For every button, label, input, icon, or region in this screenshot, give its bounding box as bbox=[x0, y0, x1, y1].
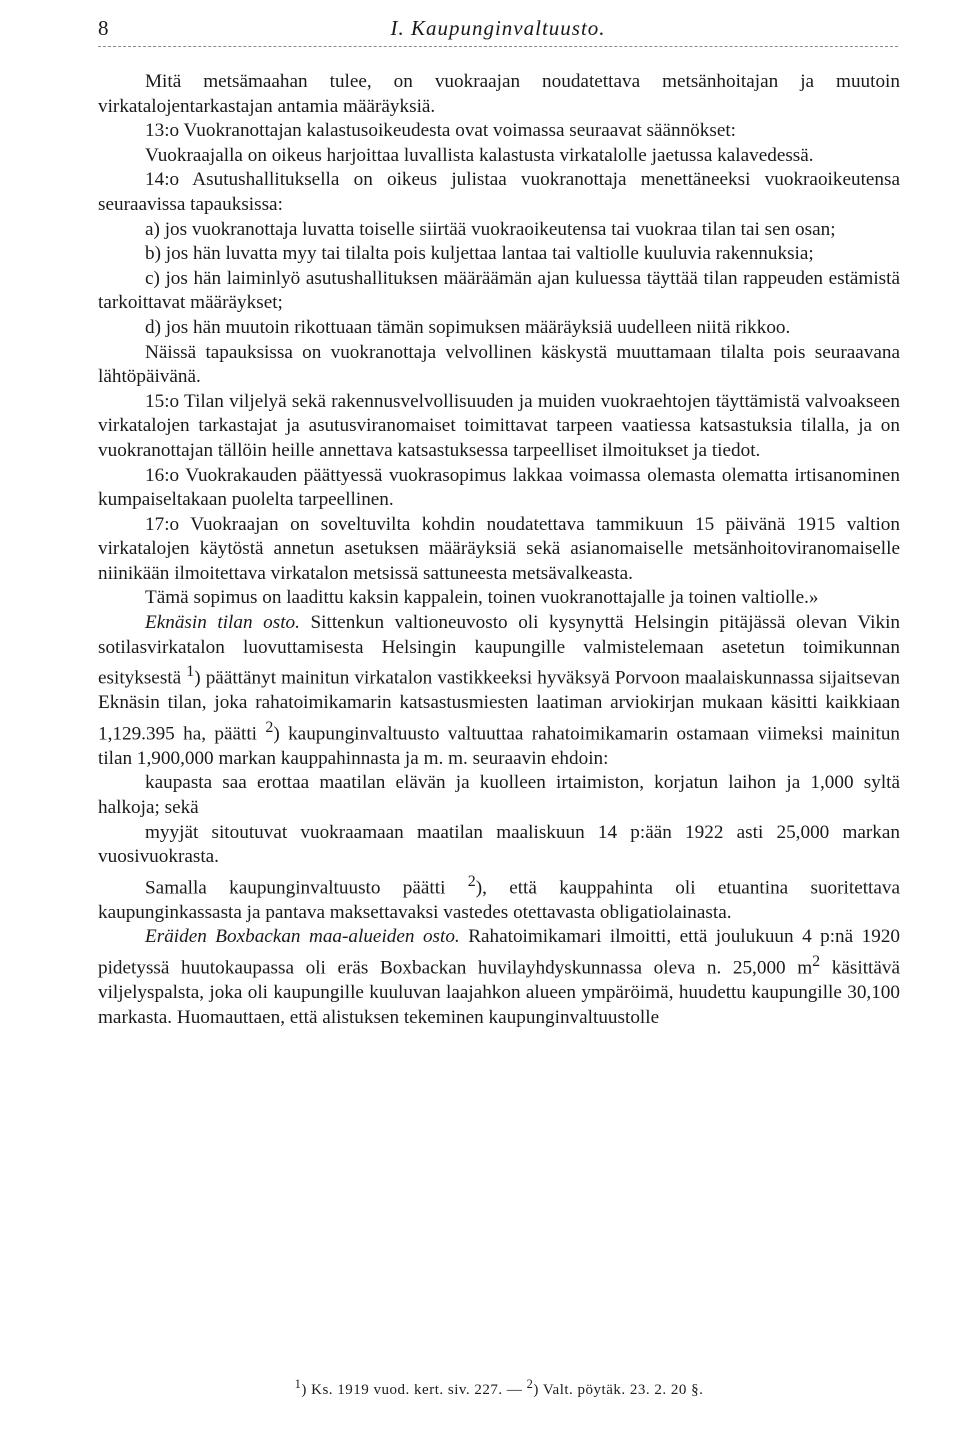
header-rule bbox=[98, 46, 898, 47]
page-number: 8 bbox=[98, 16, 109, 40]
paragraph: Vuokraajalla on oikeus harjoittaa luvallista kalastusta virkatalolle jaetussa kalavedessä. bbox=[145, 144, 814, 166]
paragraph: Mitä metsämaahan tulee, on vuokraajan noudatettava metsänhoitajan ja muutoin virkatalojentarkastajan antamia määräyksiä. bbox=[98, 71, 900, 117]
body-text bbox=[98, 70, 900, 1030]
paragraph: 16:o Vuokrakauden päättyessä vuokrasopimus lakkaa voimassa olemasta olematta irtisanominen kumpaiseltakaan puolelta tarpeellinen. bbox=[98, 464, 900, 511]
footnote-mark: 2 bbox=[526, 1377, 534, 1391]
footnote-ref: 2 bbox=[467, 872, 476, 890]
paragraph: 15:o Tilan viljelyä sekä rakennusvelvollisuuden ja muiden vuokraehtojen täyttämistä valvoakseen virkatalojen tarkastajat ja asutusviranomaiset toimittavat tarpeen vaatiessa katsastuksia tilalla, ja on vuokranottajan tällöin heille annettava katsastuksessa tarpeelliset ilmoitukset ja tiedot. bbox=[98, 390, 900, 461]
paragraph-text: Sittenkun valtioneuvosto oli kysynyttä Helsingin pitäjässä olevan Vikin sotilasvirkatalon luovuttamisesta Helsingin kaupungille valmistelemaan asetetun toimikunnan esityksestä bbox=[98, 612, 900, 689]
paragraph: myyjät sitoutuvat vuokraamaan maatilan maaliskuun 14 p:ään 1922 asti 25,000 markan vuosivuokrasta. bbox=[98, 821, 900, 868]
paragraph: Näissä tapauksissa on vuokranottaja velvollinen käskystä muuttamaan tilalta pois seuraavana lähtöpäivänä. bbox=[98, 341, 900, 388]
paragraph: Tämä sopimus on laadittu kaksin kappalein, toinen vuokranottajalle ja toinen valtiolle.» bbox=[145, 587, 819, 609]
list-item: a) jos vuokranottaja luvatta toiselle siirtää vuokraoikeutensa tai vuokraa tilan tai sen osan; bbox=[145, 218, 836, 240]
paragraph-text: Rahatoimikamari ilmoitti, että joulukuun 4 p:nä 1920 pidetyssä huutokaupassa oli eräs Boxbackan huvilayhdyskunnassa oleva n. 25,000 m bbox=[98, 926, 901, 979]
paragraph: 17:o Vuokraajan on soveltuvilta kohdin noudatettava tammikuun 15 päivänä 1915 valtion virkatalojen käytöstä annetun asetuksen määräyksiä sekä asianomaiselle metsänhoitoviranomaiselle niinikään ilmoitettava virkatalon metsissä sattuneesta metsävalkeasta. bbox=[98, 513, 900, 584]
paragraph: 13:o Vuokranottajan kalastusoikeudesta ovat voimassa seuraavat säännökset: bbox=[145, 120, 737, 142]
list-item: c) jos hän laiminlyö asutushallituksen määräämän ajan kuluessa täyttää tilan rappeuden estämistä tarkoittavat määräykset; bbox=[98, 267, 900, 314]
paragraph bbox=[98, 611, 900, 771]
footnote-ref: 1 bbox=[186, 663, 195, 681]
paragraph bbox=[98, 925, 900, 1030]
paragraph-text: ) päättänyt mainitun virkatalon vastikkeeksi hyväksyä Porvoon maalaiskunnassa sijaitsevan Eknäsin tilan, joka rahatoimikamarin katsastusmiesten laatiman arviokirjan mukaan käsitti kaikkiaan 1,129.395 ha, päätti bbox=[98, 667, 900, 745]
page-header bbox=[98, 14, 898, 44]
section-heading: Eknäsin tilan osto. bbox=[145, 612, 300, 634]
footnote-mark: 1 bbox=[294, 1377, 302, 1391]
footnote-ref: 2 bbox=[265, 718, 274, 736]
paragraph: kaupasta saa erottaa maatilan elävän ja kuolleen irtaimiston, korjatun laihon ja 1,000 syltä halkoja; sekä bbox=[98, 772, 900, 818]
paragraph-text: ), että kauppahinta oli etuantina suoritettava kaupunginkassasta ja pantava maksettavaksi vastedes otettavasta obligatiolainasta. bbox=[98, 877, 901, 923]
paragraph-text: ) kaupunginvaltuusto valtuuttaa rahatoimikamarin ostamaan viimeksi mainitun tilan 1,900,000 markan kauppahinnasta ja m. m. seuraavin ehdoin: bbox=[98, 723, 901, 769]
paragraph: 14:o Asutushallituksella on oikeus julistaa vuokranottaja menettäneeksi vuokraoikeutensa seuraavissa tapauksissa: bbox=[98, 169, 900, 215]
footnote-text: ) Valt. pöytäk. 23. 2. 20 §. bbox=[533, 1382, 704, 1398]
superscript: 2 bbox=[812, 952, 821, 970]
paragraph-text: käsittävä viljelyspalsta, joka oli kaupungille kuuluvan laajahkon alueen ympäröimä, huudettu kaupungille 30,100 markasta. Huomauttaen, että alistuksen tekeminen kaupunginvaltuustolle bbox=[98, 957, 900, 1028]
section-heading: Eräiden Boxbackan maa-alueiden osto. bbox=[145, 926, 460, 948]
running-title: I. Kaupunginvaltuusto. bbox=[390, 16, 606, 40]
list-item: b) jos hän luvatta myy tai tilalta pois kuljettaa lantaa tai valtiolle kuuluvia rakennuksia; bbox=[145, 243, 814, 265]
list-item: d) jos hän muutoin rikottuaan tämän sopimuksen määräyksiä uudelleen niitä rikkoo. bbox=[145, 316, 791, 338]
paragraph bbox=[98, 870, 900, 926]
footnotes bbox=[98, 1377, 900, 1399]
paragraph-text: Samalla kaupunginvaltuusto päätti bbox=[145, 877, 446, 899]
footnote-text: ) Ks. 1919 vuod. kert. siv. 227. — bbox=[301, 1382, 523, 1398]
